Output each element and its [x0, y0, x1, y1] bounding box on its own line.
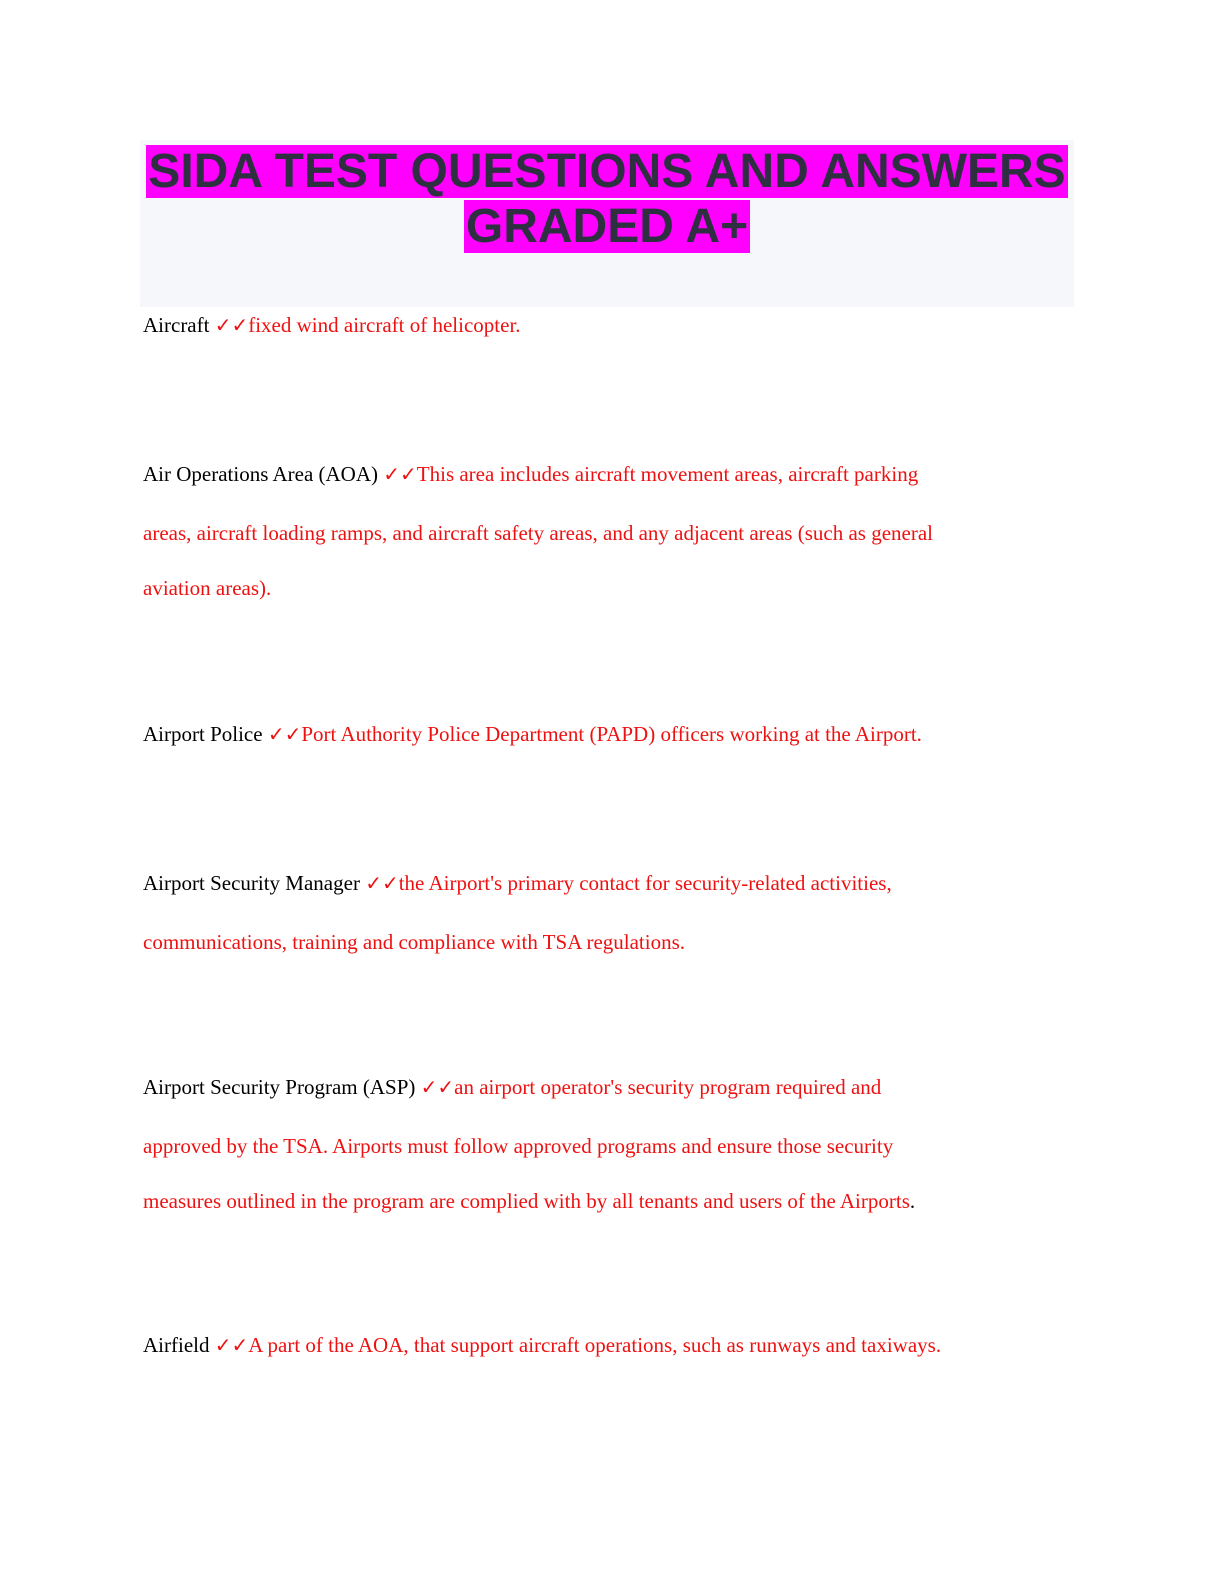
- checkmark-icon: ✓✓: [267, 722, 302, 746]
- entry-term: Aircraft: [143, 313, 215, 337]
- entry-term: Air Operations Area (AOA): [143, 462, 384, 486]
- qa-entry-airport-security-program: [143, 1073, 1073, 1215]
- entry-term: Airport Security Program (ASP): [143, 1075, 421, 1099]
- entry-definition-continued: areas, aircraft loading ramps, and aircraft safety areas, and any adjacent areas (such as general: [143, 521, 933, 545]
- title-line-1: [140, 144, 1074, 199]
- entry-term: Airport Security Manager: [143, 871, 366, 895]
- entry-definition: Port Authority Police Department (PAPD) officers working at the Airport.: [301, 722, 922, 746]
- entry-definition: This area includes aircraft movement areas, aircraft parking: [416, 462, 919, 486]
- entry-definition: an airport operator's security program required and: [454, 1075, 882, 1099]
- qa-entry-airport-police: [143, 720, 1073, 748]
- entry-term: Airport Police: [143, 722, 268, 746]
- entry-definition-continued: aviation areas).: [143, 576, 272, 600]
- entry-definition: fixed wind aircraft of helicopter.: [248, 313, 521, 337]
- checkmark-icon: ✓✓: [420, 1075, 455, 1099]
- title-banner: [140, 140, 1074, 307]
- qa-entry-airport-security-manager: [143, 869, 1073, 956]
- entry-definition: A part of the AOA, that support aircraft operations, such as runways and taxiways.: [248, 1333, 942, 1357]
- checkmark-icon: ✓✓: [214, 313, 249, 337]
- trailing-period: .: [909, 1189, 916, 1213]
- entry-definition-continued: measures outlined in the program are complied with by all tenants and users of the Airports: [143, 1189, 910, 1213]
- title-text-2: GRADED A+: [465, 200, 749, 253]
- entry-definition-continued: communications, training and compliance with TSA regulations.: [143, 930, 686, 954]
- title-line-2: [140, 199, 1074, 254]
- checkmark-icon: ✓✓: [214, 1333, 249, 1357]
- qa-entry-aircraft: [143, 311, 1073, 339]
- title-text-1: SIDA TEST QUESTIONS AND ANSWERS: [148, 145, 1066, 198]
- qa-entry-airfield: [143, 1331, 1073, 1359]
- entry-definition: the Airport's primary contact for security-related activities,: [398, 871, 892, 895]
- entry-definition-continued: approved by the TSA. Airports must follow approved programs and ensure those security: [143, 1134, 894, 1158]
- checkmark-icon: ✓✓: [383, 462, 417, 486]
- qa-entry-aoa: [143, 460, 1073, 602]
- entry-term: Airfield: [143, 1333, 215, 1357]
- checkmark-icon: ✓✓: [365, 871, 399, 895]
